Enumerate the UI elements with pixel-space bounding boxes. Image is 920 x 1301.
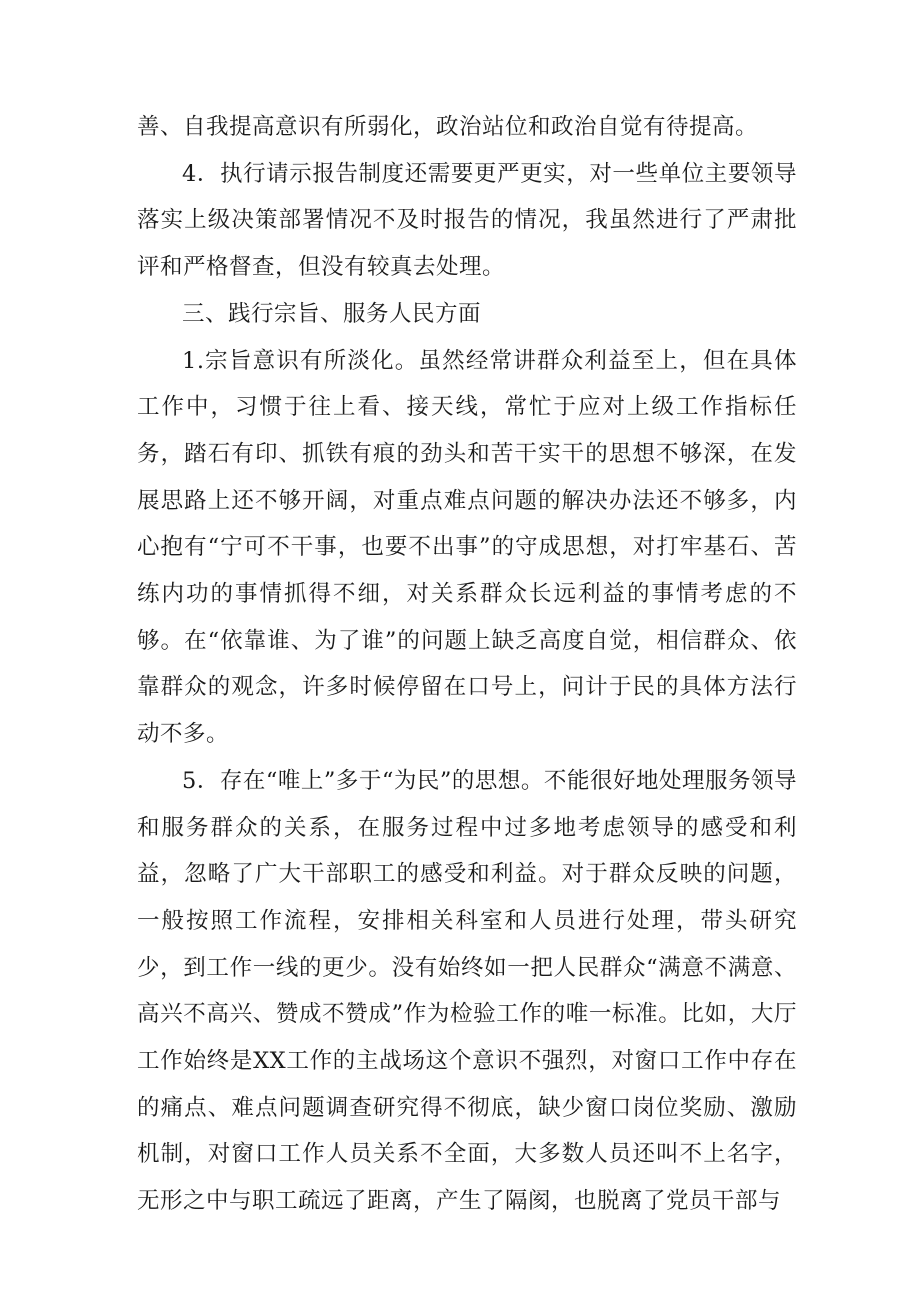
section-heading: 三、践行宗旨、服务人民方面 [182, 300, 482, 327]
paragraph-item-4: 4．执行请示报告制度还需要更严更实，对一些单位主要领导落实上级决策部署情况不及时报告的情况，我虽然进行了严肃批评和严格督查，但没有较真去处理。 [137, 160, 797, 281]
paragraph-continuation: 善、自我提高意识有所弱化，政治站位和政治自觉有待提高。 [137, 114, 759, 140]
paragraph-item-1: 1.宗旨意识有所淡化。虽然经常讲群众利益至上，但在具体工作中，习惯于往上看、接天线，常忙于应对上级工作指标任务，踏石有印、抓铁有痕的劲头和苦干实干的思想不够深，在发展思路上还不够开阔，对重点难点问题的解决办法还不够多，内心抱有“宁可不干事，也要不出事”的守成思想，对打牢基石、苦练内功的事情抓得不细，对关系群众长远利益的事情考虑的不够。在“依靠谁、为了谁”的问题上缺乏高度自觉，相信群众、依靠群众的观念，许多时候停留在口号上，问计于民的具体方法行动不多。 [137, 347, 797, 748]
paragraph-item-5: 5．存在“唯上”多于“为民”的思想。不能很好地处理服务领导和服务群众的关系，在服务过程中过多地考虑领导的感受和利益，忽略了广大干部职工的感受和利益。对于群众反映的问题，一般按照工作流程，安排相关科室和人员进行处理，带头研究少，到工作一线的更少。没有始终如一把人民群众“满意不满意、高兴不高兴、赞成不赞成”作为检验工作的唯一标准。比如，大厅工作始终是XX工作的主战场这个意识不强烈，对窗口工作中存在的痛点、难点问题调查研究得不彻底，缺少窗口岗位奖励、激励机制，对窗口工作人员关系不全面，大多数人员还叫不上名字，无形之中与职工疏远了距离，产生了隔阂，也脱离了党员干部与 [137, 767, 797, 1215]
document-body [137, 104, 797, 1225]
